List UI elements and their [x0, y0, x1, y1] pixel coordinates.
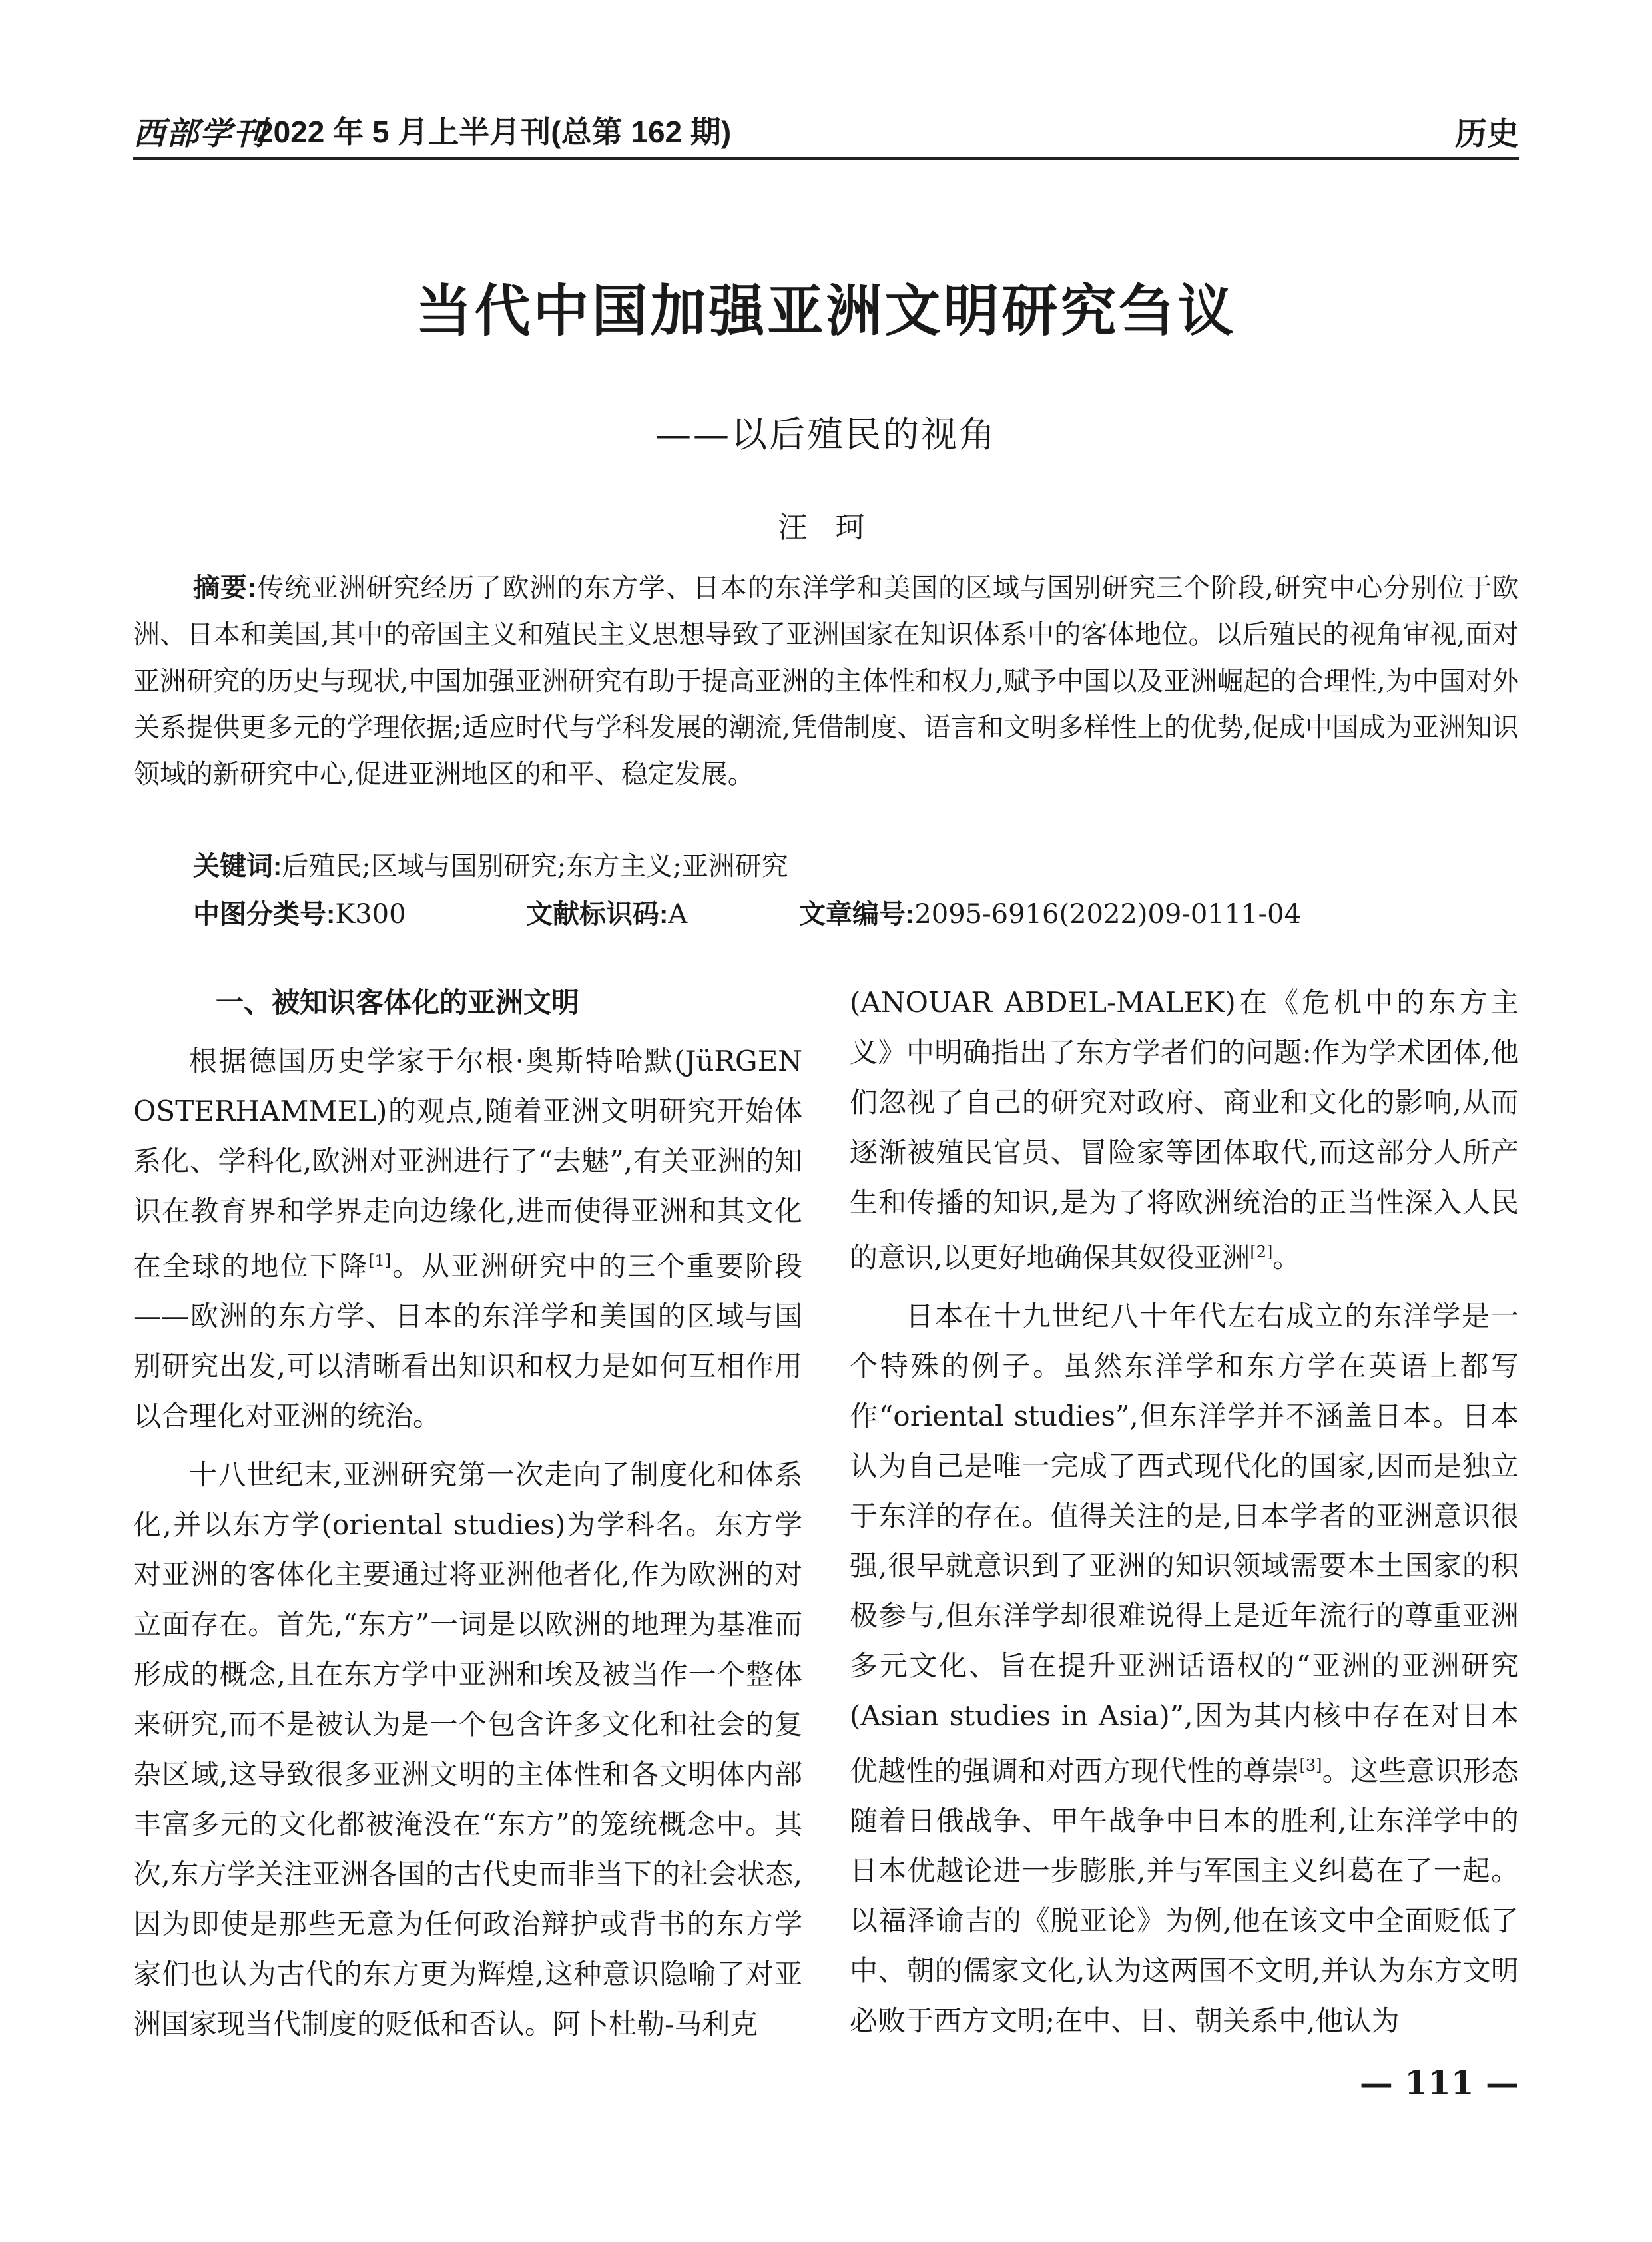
clc-label: 中图分类号: — [193, 900, 336, 929]
keywords — [193, 843, 1519, 890]
left-column — [133, 978, 802, 2058]
page-number: — 111 — — [1359, 2063, 1519, 2102]
running-header — [133, 100, 1519, 160]
header-rule — [133, 157, 1519, 160]
classification-info — [193, 891, 1519, 938]
citation-ref: [2] — [1250, 1243, 1273, 1261]
paragraph — [850, 978, 1519, 1282]
issue-info: 2022 年 5 月上半月刊(总第 162 期) — [256, 115, 732, 149]
section-label: 历史 — [1454, 117, 1519, 152]
abstract — [133, 565, 1519, 798]
article-title: 当代中国加强亚洲文明研究刍议 — [415, 278, 1237, 344]
document-code-label: 文献标识码: — [526, 900, 669, 929]
paragraph — [133, 1036, 802, 1441]
clc-number — [193, 891, 406, 938]
keywords-label: 关键词: — [193, 852, 282, 881]
document-code — [526, 891, 687, 938]
abstract-text: 传统亚洲研究经历了欧洲的东方学、日本的东洋学和美国的区域与国别研究三个阶段,研究中心分别位于欧洲、日本和美国,其中的帝国主义和殖民主义思想导致了亚洲国家在知识体系中的客体地位。以后殖民的视角审视,面对亚洲研究的历史与现状,中国加强亚洲研究有助于提高亚洲的主体性和权力,赋予中国以及亚洲崛起的合理性,为中国对外关系提供更多元的学理依据;适应时代与学科发展的潮流,凭借制度、语言和文明多样性上的优势,促成中国成为亚洲知识领域的新研究中心,促进亚洲地区的和平、稳定发展。 — [133, 573, 1519, 790]
paragraph-text: 。这些意识形态随着日俄战争、甲午战争中日本的胜利,让东洋学中的日本优越论进一步膨胀,并与军国主义纠葛在了一起。以福泽谕吉的《脱亚论》为例,他在该文中全面贬低了中、朝的儒家文化,认为这两国不文明,并认为东方文明必败于西方文明;在中、日、朝关系中,他认为 — [850, 1755, 1519, 2037]
author: 汪 珂 — [778, 511, 874, 545]
paragraph-text: 日本在十九世纪八十年代左右成立的东洋学是一个特殊的例子。虽然东洋学和东方学在英语上都写作“oriental studies”,但东洋学并不涵盖日本。日本认为自己是唯一完成了西式现代化的国家,因而是独立于东洋的存在。值得关注的是,日本学者的亚洲意识很强,很早就意识到了亚洲的知识领域需要本土国家的积极参与,但东洋学却很难说得上是近年流行的尊重亚洲多元文化、旨在提升亚洲话语权的“亚洲的亚洲研究(Asian studies in Asia)”,因为其内核中存在对日本优越性的强调和对西方现代性的尊崇 — [850, 1300, 1519, 1787]
keywords-text: 后殖民;区域与国别研究;东方主义;亚洲研究 — [282, 851, 788, 882]
paragraph: 十八世纪末,亚洲研究第一次走向了制度化和体系化,并以东方学(oriental studies)为学科名。东方学对亚洲的客体化主要通过将亚洲他者化,作为欧洲的对立面存在。首先,“东方”一词是以欧洲的地理为基准而形成的概念,且在东方学中亚洲和埃及被当作一个整体来研究,而不是被认为是一个包含许多文化和社会的复杂区域,这导致很多亚洲文明的主体性和各文明体内部丰富多元的文化都被淹没在“东方”的笼统概念中。其次,东方学关注亚洲各国的古代史而非当下的社会状态,因为即使是那些无意为任何政治辩护或背书的东方学家们也认为古代的东方更为辉煌,这种意识隐喻了对亚洲国家现当代制度的贬低和否认。阿卜杜勒-马利克 — [133, 1458, 802, 2040]
paragraph — [850, 1291, 1519, 2046]
article-number — [799, 891, 1301, 938]
journal-logo: 西部学刊 — [133, 115, 267, 152]
abstract-label: 摘要: — [193, 573, 257, 603]
paragraph-text: 。从亚洲研究中的三个重要阶段——欧洲的东方学、日本的东洋学和美国的区域与国别研究出发,可以清晰看出知识和权力是如何互相作用以合理化对亚洲的统治。 — [133, 1250, 802, 1432]
paragraph-text: (ANOUAR ABDEL-MALEK)在《危机中的东方主义》中明确指出了东方学者们的问题:作为学术团体,他们忽视了自己的研究对政府、商业和文化的影响,从而逐渐被殖民官员、冒险家等团体取代,而这部分人所产生和传播的知识,是为了将欧洲统治的正当性深入人民的意识,以更好地确保其奴役亚洲 — [850, 986, 1519, 1274]
article-number-value: 2095-6916(2022)09-0111-04 — [914, 899, 1302, 930]
paragraph-text: 根据德国历史学家于尔根·奥斯特哈默(JüRGEN OSTERHAMMEL)的观点,随着亚洲文明研究开始体系化、学科化,欧洲对亚洲进行了“去魅”,有关亚洲的知识在教育界和学界走向边缘化,进而使得亚洲和其文化在全球的地位下降 — [133, 1045, 802, 1282]
paragraph-text: 。 — [1272, 1241, 1301, 1274]
clc-value: K300 — [335, 899, 406, 930]
article-number-label: 文章编号: — [799, 900, 915, 929]
citation-ref: [1] — [368, 1251, 392, 1270]
document-code-value: A — [668, 899, 688, 930]
right-column — [850, 978, 1519, 2054]
article-subtitle: ——以后殖民的视角 — [655, 414, 997, 455]
section-heading: 一、被知识客体化的亚洲文明 — [216, 987, 580, 1018]
citation-ref: [3] — [1299, 1756, 1322, 1775]
